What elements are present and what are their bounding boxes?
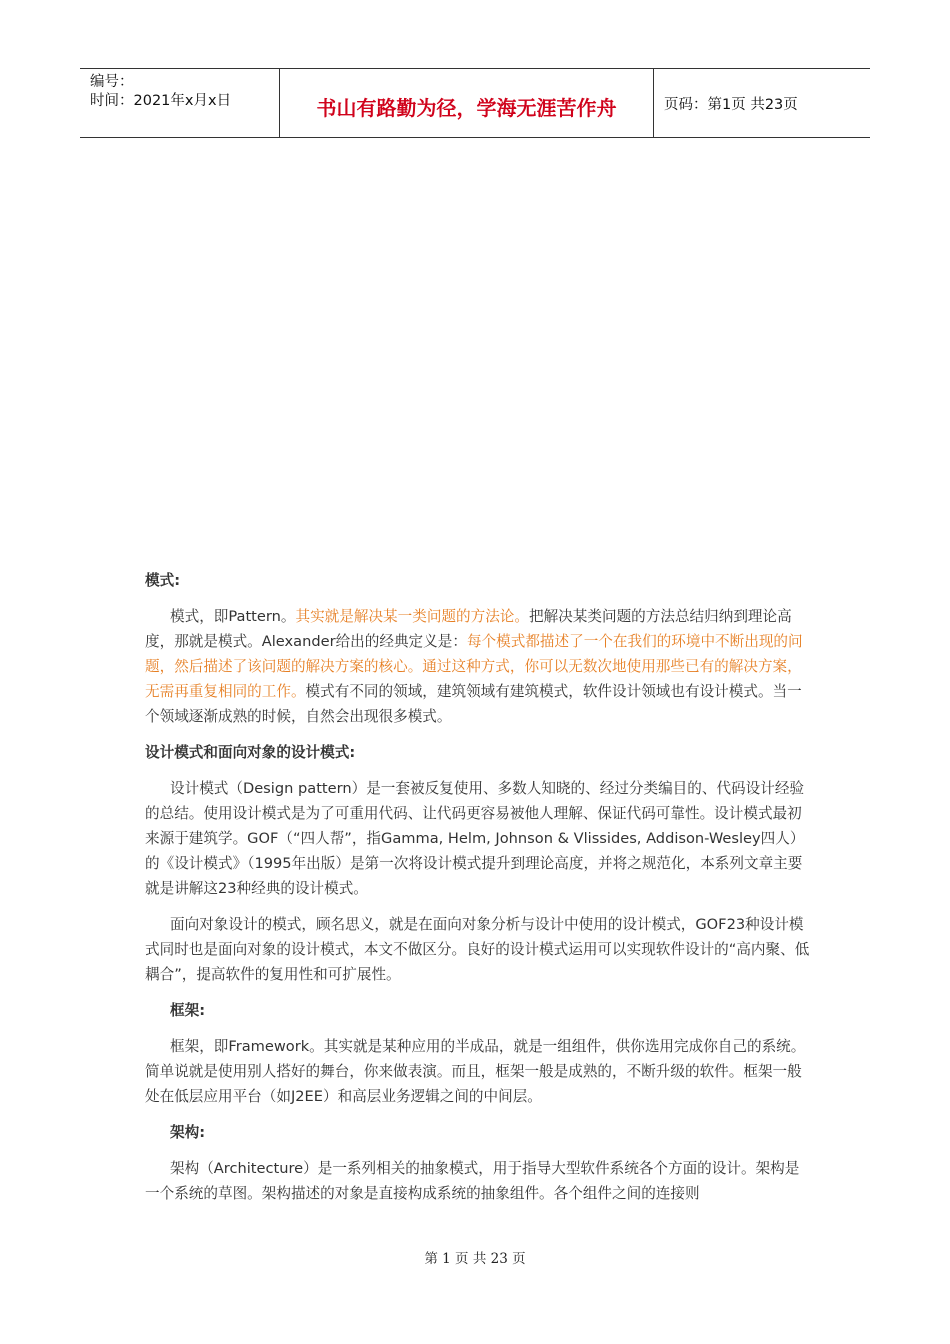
header-page-info: 页码：第1页 共23页 bbox=[664, 96, 798, 113]
paragraph-text: 把解决某类问题的方法总结归纳到理论高度，那就是模式。Alexander给出的经典定义是： bbox=[145, 608, 792, 650]
number-label: 编号： bbox=[90, 74, 134, 90]
page-footer: 第 1 页 共 23 页 bbox=[424, 1251, 526, 1267]
section-heading-design-pattern: 设计模式和面向对象的设计模式: bbox=[145, 744, 356, 761]
section-heading-framework: 框架: bbox=[170, 1002, 206, 1019]
paragraph-design-pattern-2: 面向对象设计的模式，顾名思义，就是在面向对象分析与设计中使用的设计模式，GOF23种设计模式同时也是面向对象的设计模式，本文不做区分。良好的设计模式运用可以实现软件设计的“高内聚、低耦合”，提高软件的复用性和可扩展性。 bbox=[145, 916, 810, 983]
section-heading-architecture: 架构: bbox=[170, 1124, 206, 1141]
highlighted-text: 其实就是解决某一类问题的方法论。 bbox=[295, 608, 529, 625]
paragraph-design-pattern-1: 设计模式（Design pattern）是一套被反复使用、多数人知晓的、经过分类编目的、代码设计经验的总结。使用设计模式是为了可重用代码、让代码更容易被他人理解、保证代码可靠性。设计模式最初来源于建筑学。GOF（“四人帮”，指Gamma, Helm, Johnson & Vlissides, Addison-Wesley四人）的《设计模式》（1995年出版）是第一次将设计模式提升到理论高度，并将之规范化，本系列文章主要就是讲解这23种经典的设计模式。 bbox=[145, 780, 805, 897]
paragraph-text: 模式，即Pattern。 bbox=[170, 608, 296, 625]
paragraph-text: 模式有不同的领域，建筑领域有建筑模式，软件设计领域也有设计模式。当一个领域逐渐成熟的时候，自然会出现很多模式。 bbox=[145, 683, 802, 725]
highlighted-text: 每个模式都描述了一个在我们的环境中不断出现的问题，然后描述了该问题的解决方案的核心。通过这种方式，你可以无数次地使用那些已有的解决方案，无需再重复相同的工作。 bbox=[145, 633, 803, 700]
section-heading-pattern: 模式: bbox=[145, 572, 181, 589]
header-meta bbox=[80, 69, 280, 137]
paragraph-architecture: 架构（Architecture）是一系列相关的抽象模式，用于指导大型软件系统各个方面的设计。架构是一个系统的草图。架构描述的对象是直接构成系统的抽象组件。各个组件之间的连接则 bbox=[145, 1160, 800, 1202]
time-label: 时间：2021年x月x日 bbox=[90, 93, 232, 109]
paragraph-pattern bbox=[145, 604, 810, 729]
paragraph-framework: 框架，即Framework。其实就是某种应用的半成品，就是一组组件，供你选用完成你自己的系统。简单说就是使用别人搭好的舞台，你来做表演。而且，框架一般是成熟的，不断升级的软件。框架一般处在低层应用平台（如J2EE）和高层业务逻辑之间的中间层。 bbox=[145, 1038, 806, 1105]
header-motto: 书山有路勤为径，学海无涯苦作舟 bbox=[280, 69, 654, 137]
document-header bbox=[80, 68, 870, 138]
document-body bbox=[145, 568, 810, 1217]
